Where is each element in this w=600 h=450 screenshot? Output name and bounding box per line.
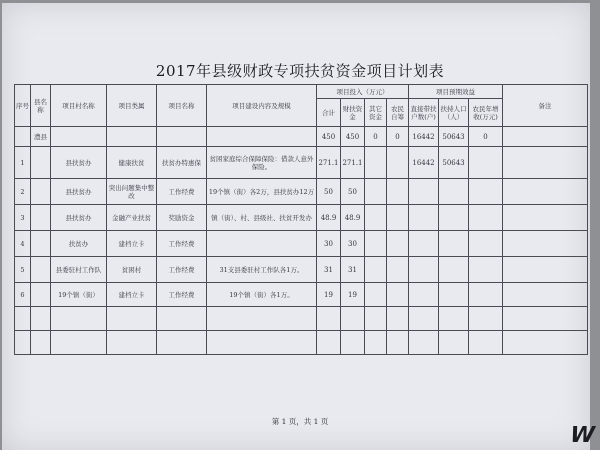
summary-row	[15, 127, 588, 147]
summary-direct: 16442	[409, 127, 439, 147]
row-seq: 3	[15, 205, 31, 231]
row-category: 建档立卡	[107, 231, 157, 257]
plan-table	[14, 84, 588, 355]
empty-row	[15, 331, 588, 355]
header-total: 合计	[317, 99, 341, 127]
row-fiscal: 19	[341, 283, 365, 307]
row-total: 19	[317, 283, 341, 307]
row-fiscal: 271.1	[341, 147, 365, 179]
row-total: 31	[317, 257, 341, 283]
summary-fiscal: 450	[341, 127, 365, 147]
table-row	[15, 147, 588, 179]
row-seq: 4	[15, 231, 31, 257]
row-village: 19个镇（街）	[51, 283, 107, 307]
header-county: 县名称	[31, 85, 51, 127]
row-category: 建档立卡	[107, 283, 157, 307]
row-name: 扶贫办特惠保	[157, 147, 207, 179]
page-footer: 第 1 页，共 1 页	[271, 417, 329, 426]
table-row	[15, 179, 588, 205]
row-pop: 50643	[439, 147, 469, 179]
row-village: 县扶贫办	[51, 179, 107, 205]
row-fiscal: 31	[341, 257, 365, 283]
header-invest-group: 项目投入（万元）	[317, 85, 409, 99]
header-content: 项目建设内容及规模	[207, 85, 317, 127]
header-other: 其它资金	[365, 99, 387, 127]
row-village: 县扶贫办	[51, 147, 107, 179]
table-row	[15, 205, 588, 231]
summary-county: 澧县	[31, 127, 51, 147]
row-name: 工作经费	[157, 179, 207, 205]
row-fiscal: 50	[341, 179, 365, 205]
empty-row	[15, 307, 588, 331]
row-content: 镇（街）、村、县级社、扶贫开发办	[207, 205, 317, 231]
row-total: 48.9	[317, 205, 341, 231]
summary-total: 450	[317, 127, 341, 147]
row-seq: 5	[15, 257, 31, 283]
header-self: 农民自筹	[387, 99, 409, 127]
row-category: 金融产业扶贫	[107, 205, 157, 231]
header-row-1	[15, 85, 588, 99]
header-direct: 直接带扶户数(户)	[409, 99, 439, 127]
row-name: 工作经费	[157, 283, 207, 307]
row-content	[207, 231, 317, 257]
header-category: 项目类属	[107, 85, 157, 127]
table-row	[15, 257, 588, 283]
summary-income: 0	[469, 127, 503, 147]
header-name: 项目名称	[157, 85, 207, 127]
header-pop: 扶持人口（人）	[439, 99, 469, 127]
header-benefit-group: 项目预期效益	[409, 85, 503, 99]
row-fiscal: 48.9	[341, 205, 365, 231]
row-direct: 16442	[409, 147, 439, 179]
row-total: 50	[317, 179, 341, 205]
row-village: 县扶贫办	[51, 205, 107, 231]
row-category: 贫困村	[107, 257, 157, 283]
corner-mark: W	[566, 423, 598, 448]
row-content: 31支县委驻村工作队各1万。	[207, 257, 317, 283]
header-income: 农民年增收(万元)	[469, 99, 503, 127]
row-content: 19个镇（街）各2万，县扶贫办12万	[207, 179, 317, 205]
summary-other: 0	[365, 127, 387, 147]
header-village: 项目村名称	[51, 85, 107, 127]
row-seq: 1	[15, 147, 31, 179]
row-seq: 6	[15, 283, 31, 307]
summary-pop: 50643	[439, 127, 469, 147]
page-title: 2017年县级财政专项扶贫资金项目计划表	[155, 62, 445, 80]
summary-self: 0	[387, 127, 409, 147]
row-seq: 2	[15, 179, 31, 205]
row-category: 健康扶贫	[107, 147, 157, 179]
header-fiscal: 财扶资金	[341, 99, 365, 127]
row-category: 突出问题集中整改	[107, 179, 157, 205]
table-row	[15, 283, 588, 307]
row-village: 扶贫办	[51, 231, 107, 257]
row-fiscal: 30	[341, 231, 365, 257]
row-content: 19个镇（街）各1万。	[207, 283, 317, 307]
header-note: 备注	[503, 85, 588, 127]
row-name: 工作经费	[157, 257, 207, 283]
header-seq: 序号	[15, 85, 31, 127]
row-total: 271.1	[317, 147, 341, 179]
row-name: 工作经费	[157, 231, 207, 257]
row-name: 奖励资金	[157, 205, 207, 231]
row-village: 县委驻村工作队	[51, 257, 107, 283]
row-content: 贫困家庭综合保障保险：借款人意外保险。	[207, 147, 317, 179]
row-total: 30	[317, 231, 341, 257]
table-row	[15, 231, 588, 257]
